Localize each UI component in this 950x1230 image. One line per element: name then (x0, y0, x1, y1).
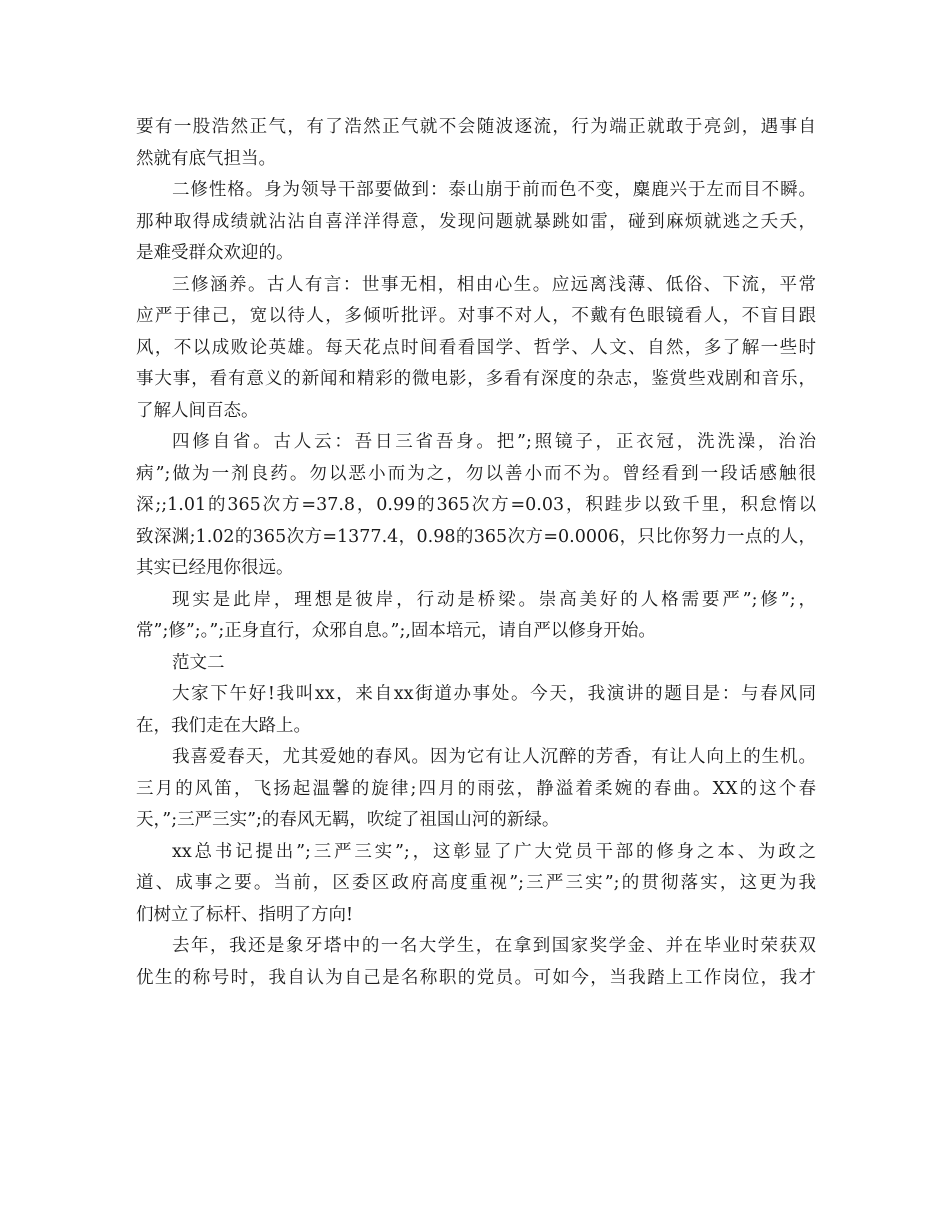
section-heading: 范文二 (172, 652, 225, 673)
paragraph-line: 我喜爱春天，尤其爱她的春风。因为它有让人沉醉的芳香，有让人向上的生机。 (172, 747, 816, 767)
text-line: 道、成事之要。当前，区委区政府高度重视”;三严三实”;的贯彻落实，这更为我 (136, 873, 816, 893)
paragraph-line: 三修涵养。古人有言：世事无相，相由心生。应远离浅薄、低俗、下流，平常 (172, 274, 816, 295)
text-line: 深;;1.01的365次方=37.8，0.99的365次方=0.03，积跬步以致千里，积怠惰以 (136, 495, 816, 515)
text-line: 三月的风笛，飞扬起温馨的旋律;四月的雨弦，静溢着柔婉的春曲。XX的这个春 (136, 778, 816, 799)
text-line: 要有一股浩然正气，有了浩然正气就不会随波逐流，行为端正就敢于亮剑，遇事自 (136, 117, 816, 137)
text-line: 致深渊;1.02的365次方=1377.4，0.98的365次方=0.0006，只比你努力一点的人， (136, 526, 816, 547)
text-line: 风，不以成败论英雄。每天花点时间看看国学、哲学、人文、自然，多了解一些时 (136, 337, 816, 358)
text-line: 病”;做为一剂良药。勿以恶小而为之，勿以善小而不为。曾经看到一段话感触很 (136, 463, 816, 484)
text-line: 事大事，看有意义的新闻和精彩的微电影，多看有深度的杂志，鉴赏些戏剧和音乐， (136, 369, 816, 389)
paragraph-line: 二修性格。身为领导干部要做到：泰山崩于前而色不变，麋鹿兴于左而目不瞬。 (172, 180, 816, 200)
text-line: 然就有底气担当。 (136, 148, 276, 169)
text-line: 应严于律己，宽以待人，多倾听批评。对事不对人，不戴有色眼镜看人，不盲目跟 (136, 306, 816, 326)
text-line: 在，我们走在大路上。 (136, 715, 311, 736)
text-line: 常”;修”;。”;正身直行，众邪自息。”;,固本培元，请自严以修身开始。 (136, 621, 656, 641)
text-line: 是难受群众欢迎的。 (136, 243, 294, 263)
paragraph-line: xx总书记提出”;三严三实”;，这彰显了广大党员干部的修身之本、为政之 (172, 841, 816, 862)
text-line: 们树立了标杆、指明了方向! (136, 904, 354, 925)
paragraph-line: 去年，我还是象牙塔中的一名大学生，在拿到国家奖学金、并在毕业时荣获双 (172, 936, 816, 956)
text-line: 其实已经甩你很远。 (136, 558, 294, 578)
text-line: 了解人间百态。 (136, 400, 259, 421)
paragraph-line: 大家下午好!我叫xx，来自xx街道办事处。今天，我演讲的题目是：与春风同 (172, 684, 816, 704)
text-line: 优生的称号时，我自认为自己是名称职的党员。可如今，当我踏上工作岗位，我才 (136, 967, 816, 988)
body-text (136, 112, 816, 994)
text-line: 天，”;三严三实”;的春风无羁，吹绽了祖国山河的新绿。 (136, 810, 560, 830)
text-line: 那种取得成绩就沾沾自喜洋洋得意，发现问题就暴跳如雷，碰到麻烦就逃之夭夭， (136, 211, 816, 232)
paragraph-line: 四修自省。古人云：吾日三省吾身。把”;照镜子，正衣冠，洗洗澡，治治 (172, 432, 816, 452)
paragraph-line: 现实是此岸，理想是彼岸，行动是桥梁。崇高美好的人格需要严”;修”;， (172, 589, 816, 610)
